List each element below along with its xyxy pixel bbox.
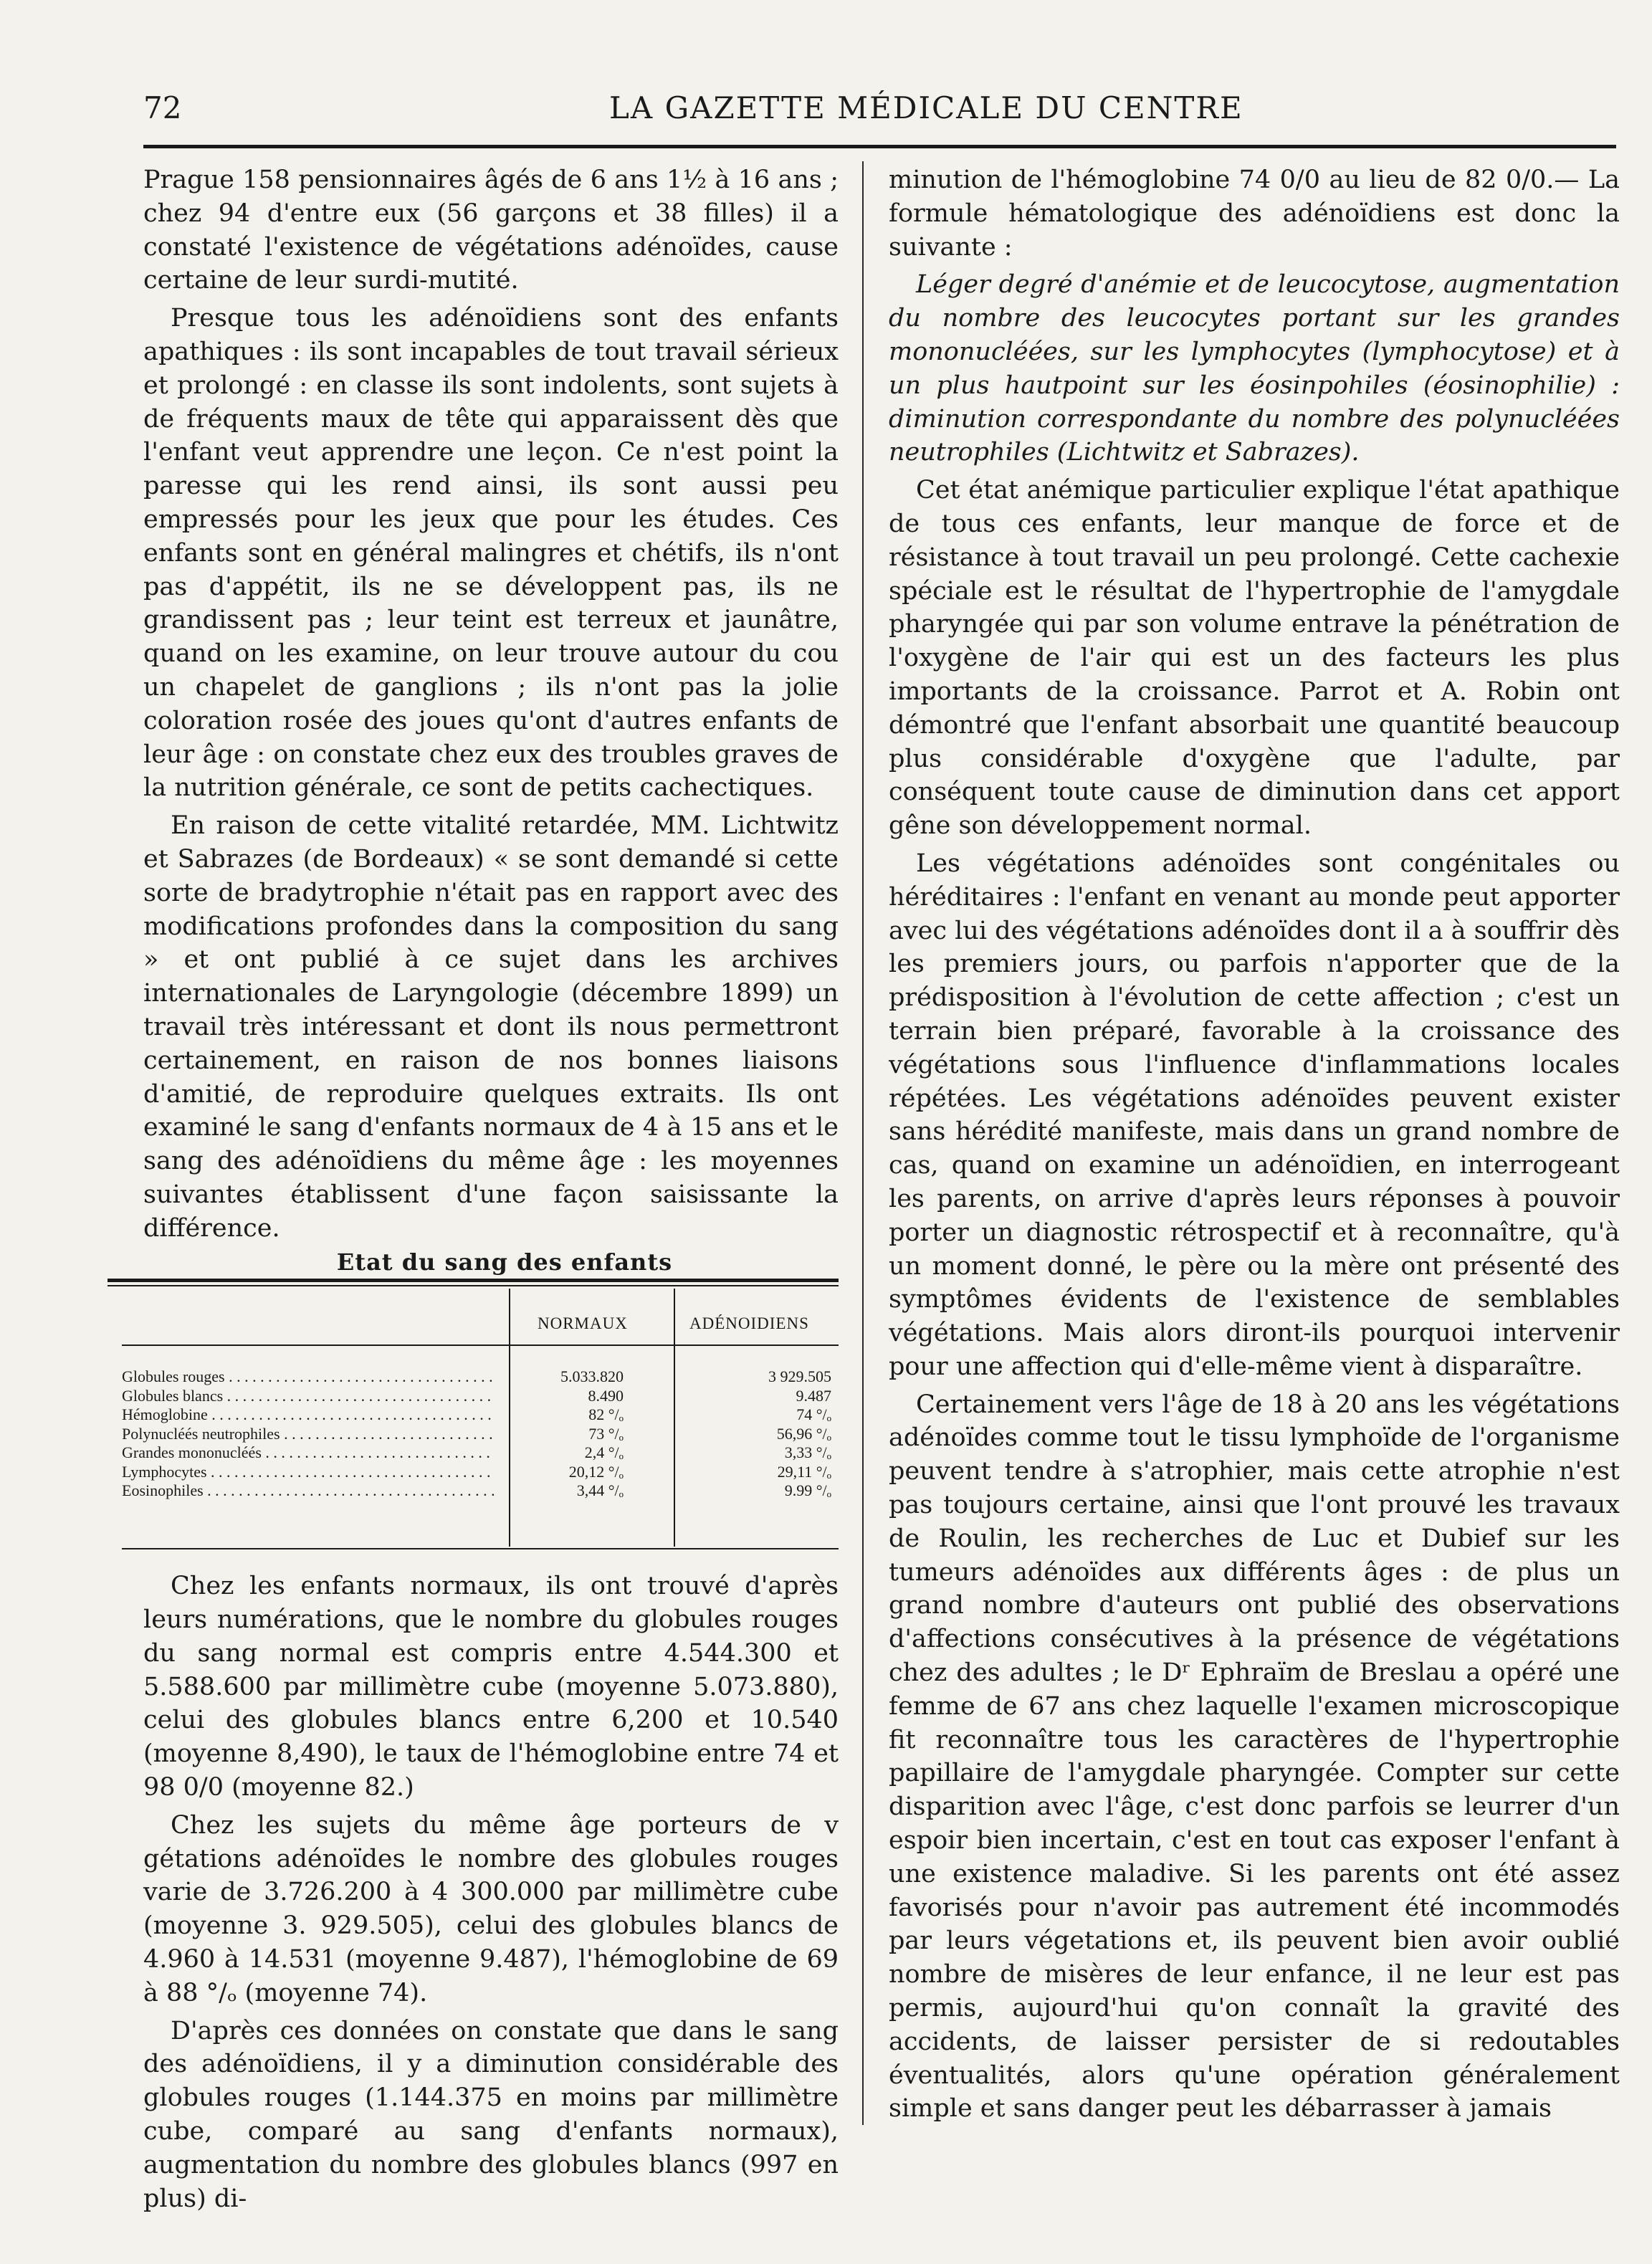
- row-value-normaux: 8.490: [588, 1386, 624, 1405]
- row-value-normaux: 5.033.820: [560, 1367, 624, 1386]
- row-value-adenoidiens: 9.99 °/ₒ: [784, 1481, 831, 1500]
- row-label: Polynucléés neutrophiles . . .: [122, 1425, 495, 1444]
- right-paragraph-3: Cet état anémique particulier explique l'état apathique de tous ces enfants, leur manque de force et de résistance à tout travail un peu prolongé. Cette cachexie spéciale est le résultat de l'hypertrophie de l'amygdale pharyngée qui par son volume entrave la pénétration de l'oxygène de l'air qui est un des facteurs les plus importants de la croissance. Parrot et A. Robin ont démontré que l'enfant absorbait une quantité beaucoup plus considérable d'oxygène que l'adulte, par conséquent toute cause de diminution dans cet apport gêne son développement normal.: [889, 476, 1620, 841]
- left-paragraph-6: D'après ces données on constate que dans le sang des adénoïdiens, il y a diminution considérable des globules rouges (1.144.375 en moins par millimètre cube, comparé au sang d'enfants normaux), augmentation du nombre des globules blancs (997 en plus) di-: [143, 2016, 839, 2213]
- row-value-adenoidiens: 56,96 °/ₒ: [776, 1424, 831, 1443]
- table-row: [122, 1463, 839, 1482]
- left-column: [122, 163, 839, 2215]
- right-paragraph-2-italic: Léger degré d'anémie et de leucocytose, augmentation du nombre des leucocytes portant sur les grandes mononucléées, sur les lymphocytes (lymphocytose) et à un plus hautpoint sur les éosinpohiles (éosinophilie) : diminution correspondante du nombre des polynucléées neutrophiles (Lichtwitz et Sabrazes).: [889, 270, 1620, 467]
- row-value-adenoidiens: 3 929.505: [768, 1367, 831, 1386]
- table-row: [122, 1405, 839, 1425]
- table-row: [122, 1443, 839, 1463]
- row-label: Grandes mononucléés . . .: [122, 1443, 495, 1463]
- row-value-adenoidiens: 74 °/ₒ: [796, 1405, 831, 1424]
- row-value-normaux: 2,4 °/ₒ: [584, 1443, 624, 1462]
- row-label: Lymphocytes . . .: [122, 1463, 495, 1482]
- table-top-rule: [108, 1279, 839, 1282]
- left-paragraph-3: En raison de cette vitalité retardée, MM. Lichtwitz et Sabrazes (de Bordeaux) « se sont demandé si cette sorte de bradytrophie n'était pas en rapport avec des modifications profondes dans la composition du sang » et ont publié à ce sujet dans les archives internationales de Laryngologie (décembre 1899) un travail très intéressant et dont ils nous permettront certainement, en raison de nos bonnes liaisons d'amitié, de reproduire quelques extraits. Ils ont examiné le sang d'enfants normaux de 4 à 15 ans et le sang des adénoïdiens du même âge : les moyennes suivantes établissent d'une façon saisissante la différence.: [143, 811, 839, 1243]
- column-divider: [862, 161, 864, 2125]
- blood-table: [108, 1279, 831, 1565]
- left-paragraph-2: Presque tous les adénoïdiens sont des enfants apathiques : ils sont incapables de tout travail sérieux et prolongé : en classe ils sont indolents, sont sujets à de fréquents maux de tête qui apparaissent dès que l'enfant veut apprendre une leçon. Ce n'est point la paresse qui les rend ainsi, ils sont aussi peu empressés pour les jeux que pour les études. Ces enfants sont en général malingres et chétifs, ils n'ont pas d'appétit, ils ne se développent pas, ils ne grandissent pas ; leur teint est terreux et jaunâtre, quand on les examine, on leur trouve autour du cou un chapelet de ganglions ; ils n'ont pas la jolie coloration rosée des joues qu'ont d'autres enfants de leur âge : on constate chez eux des troubles graves de la nutrition générale, ce sont de petits cachectiques.: [143, 304, 839, 803]
- row-label: Hémoglobine . . .: [122, 1405, 495, 1425]
- table-title: Etat du sang des enfants: [336, 1248, 673, 1276]
- left-paragraph-1: Prague 158 pensionnaires âgés de 6 ans 1½ à 16 ans ; chez 94 d'entre eux (56 garçons et 38 filles) il a constaté l'existence de végétations adénoïdes, cause certaine de leur surdi-mutité.: [143, 166, 839, 295]
- left-paragraph-5: Chez les sujets du même âge porteurs de v gétations adénoïdes le nombre des globules rouges varie de 3.726.200 à 4 300.000 par millimètre cube (moyenne 3. 929.505), celui des globules blancs de 4.960 à 14.531 (moyenne 9.487), l'hémoglobine de 69 à 88 °/ₒ (moyenne 74).: [143, 1810, 839, 2007]
- right-column: [889, 163, 1620, 2126]
- running-head: [143, 85, 1616, 135]
- page-number: 72: [143, 90, 182, 125]
- table-header-adenoidiens: ADÉNOIDIENS: [689, 1314, 809, 1333]
- row-value-normaux: 20,12 °/ₒ: [568, 1462, 624, 1481]
- row-value-adenoidiens: 29,11 °/ₒ: [777, 1462, 831, 1481]
- row-value-normaux: 82 °/ₒ: [588, 1405, 624, 1424]
- row-value-adenoidiens: 9.487: [796, 1386, 831, 1405]
- row-label: Eosinophiles . . .: [122, 1481, 495, 1501]
- right-paragraph-4: Les végétations adénoïdes sont congénitales ou héréditaires : l'enfant en venant au monde peut apporter avec lui des végétations adénoïdes dont il a à souffrir dès les premiers jours, ou parfois n'apporter que de la prédisposition à l'évolution de cette affection ; c'est un terrain bien préparé, favorable à la croissance des végétations sous l'influence d'inflammations locales répétées. Les végétations adénoïdes peuvent exister sans hérédité manifeste, mais dans un grand nombre de cas, quand on examine un adénoïdien, en interrogeant les parents, on arrive d'après leurs réponses à pouvoir porter un diagnostic rétrospectif et à reconnaître, qu'à un moment donné, le père ou la mère ont présenté des symptômes évidents de l'existence de semblables végétations. Mais alors diront-ils pourquoi intervenir pour une affection qui d'elle-même vient à disparaître.: [889, 849, 1620, 1381]
- row-label: Globules rouges . . .: [122, 1367, 495, 1387]
- table-top-rule-thin: [108, 1285, 839, 1286]
- table-row: [122, 1425, 839, 1444]
- row-value-normaux: 73 °/ₒ: [588, 1424, 624, 1443]
- table-row: [122, 1387, 839, 1406]
- table-body: [122, 1367, 839, 1501]
- left-paragraph-4: Chez les enfants normaux, ils ont trouvé d'après leurs numérations, que le nombre du globules rouges du sang normal est compris entre 4.544.300 et 5.588.600 par millimètre cube (moyenne 5.073.880), celui des globules blancs entre 6,200 et 10.540 (moyenne 8,490), le taux de l'hémoglobine entre 74 et 98 0/0 (moyenne 82.): [143, 1572, 839, 1802]
- table-row: [122, 1367, 839, 1387]
- row-label: Globules blancs . . .: [122, 1387, 495, 1406]
- row-value-normaux: 3,44 °/ₒ: [576, 1481, 624, 1500]
- right-paragraph-5: Certainement vers l'âge de 18 à 20 ans les végétations adénoïdes comme tout le tissu lymphoïde de l'organisme peuvent tendre à s'atrophier, mais cette atrophie n'est pas toujours certaine, ainsi que l'ont prouvé les travaux de Roulin, les recherches de Luc et Dubief sur les tumeurs adénoïdes aux différents âges : de plus un grand nombre d'auteurs ont publié des observations d'affections consécutives à la présence de végétations chez des adultes ; le Dʳ Ephraïm de Breslau a opéré une femme de 67 ans chez laquelle l'examen microscopique fit reconnaître tous les caractères de l'hypertrophie papillaire de l'amygdale pharyngée. Compter sur cette disparition avec l'âge, c'est donc parfois se leurrer d'un espoir bien incertain, c'est en tout cas exposer l'enfant à une existence maladive. Si les parents ont été assez favorisés pour n'avoir pas autrement été incommodés par leurs végetations et, ils peuvent bien avoir oublié nombre de misères de leur enfance, il ne leur est pas permis, aujourd'hui qu'on connaît la gravité des accidents, de laisser persister de si redoutables éventualités, alors qu'une opération généralement simple et sans danger peut les débarrasser à jamais: [889, 1390, 1620, 2124]
- table-header-normaux: NORMAUX: [538, 1314, 628, 1333]
- header-rule: [143, 145, 1616, 148]
- table-bottom-rule: [122, 1548, 839, 1549]
- journal-title: LA GAZETTE MÉDICALE DU CENTRE: [609, 90, 1243, 125]
- row-value-adenoidiens: 3,33 °/ₒ: [784, 1443, 831, 1462]
- table-header-rule: [122, 1344, 839, 1346]
- table-row: [122, 1481, 839, 1501]
- right-paragraph-1: minution de l'hémoglobine 74 0/0 au lieu de 82 0/0.— La formule hématologique des adénoïdiens est donc la suivante :: [889, 166, 1620, 262]
